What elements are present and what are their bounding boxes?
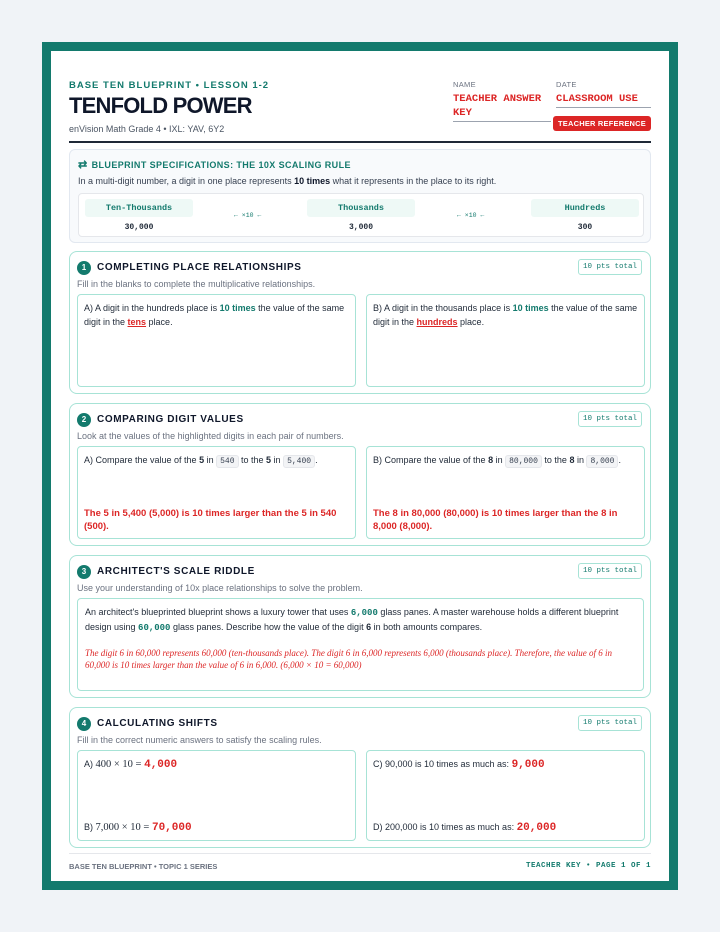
question-4-right	[366, 750, 645, 841]
page-title: TENFOLD POWER	[69, 93, 252, 118]
answer-value[interactable]: 9,000	[511, 759, 545, 771]
swap-arrows-icon: ⇄	[78, 159, 88, 171]
worksheet-header	[69, 51, 651, 143]
page-footer	[69, 853, 651, 871]
teacher-reference-badge: TEACHER REFERENCE	[553, 116, 651, 131]
points-badge: 10 pts total	[578, 715, 642, 731]
section-title: ARCHITECT'S SCALE RIDDLE	[97, 566, 255, 577]
points-badge: 10 pts total	[578, 563, 642, 579]
times-ten-arrow: ← ×10 ←	[457, 212, 485, 219]
section-description: Fill in the correct numeric answers to satisfy the scaling rules.	[77, 735, 322, 745]
section-title: COMPARING DIGIT VALUES	[97, 414, 244, 425]
place-thousands: Thousands 3,000	[307, 199, 415, 232]
section-number: 1	[77, 261, 91, 275]
name-field[interactable]: TEACHER ANSWER KEY	[453, 92, 551, 122]
spec-title: ⇄ BLUEPRINT SPECIFICATIONS: THE 10X SCALING RULE	[78, 159, 351, 171]
question-3[interactable]	[77, 598, 644, 691]
question-1a[interactable]: A) A digit in the hundreds place is 10 times the value of the same digit in the tens place.	[77, 294, 356, 387]
answer-value[interactable]: 20,000	[516, 822, 557, 834]
section-place-relationships	[69, 251, 651, 394]
section-riddle	[69, 555, 651, 698]
footer-page-info: TEACHER KEY • PAGE 1 OF 1	[525, 862, 651, 870]
section-comparing-digits	[69, 403, 651, 546]
answer-text: The 5 in 5,400 (5,000) is 10 times larger than the 5 in 540 (500).	[84, 508, 337, 532]
section-number: 4	[77, 717, 91, 731]
section-number: 3	[77, 565, 91, 579]
section-title: CALCULATING SHIFTS	[97, 718, 218, 729]
answer-blank[interactable]: hundreds	[416, 317, 458, 327]
section-calculating-shifts	[69, 707, 651, 848]
place-hundreds: Hundreds 300	[531, 199, 639, 232]
place-scale-row	[78, 193, 644, 237]
points-badge: 10 pts total	[578, 411, 642, 427]
question-2b[interactable]: B) Compare the value of the 8 in 80,000 to the 8 in 8,000 . The 8 in 80,000 (80,000) is 10 times larger than the 8 in 8,000 (8,000).	[366, 446, 645, 539]
question-4a[interactable]: A) 400 × 10 = 4,000	[84, 759, 178, 771]
date-label: DATE	[556, 80, 577, 89]
question-4d[interactable]: D) 200,000 is 10 times as much as: 20,000	[373, 822, 557, 834]
place-ten-thousands: Ten-Thousands 30,000	[85, 199, 193, 232]
riddle-answer: The digit 6 in 60,000 represents 60,000 (ten-thousands place). The digit 6 in 6,000 represents 6,000 (thousands place). Therefore, the value of 6 in 60,000 is 10 times larger than the value of 6 in 6,000. (6,000 × 10 = 60,000)	[85, 648, 612, 670]
worksheet-page	[51, 51, 669, 881]
section-description: Fill in the blanks to complete the multiplicative relationships.	[77, 279, 316, 289]
date-field[interactable]: CLASSROOM USE	[556, 92, 651, 108]
answer-text: The 8 in 80,000 (80,000) is 10 times larger than the 8 in 8,000 (8,000).	[373, 508, 618, 532]
question-4b[interactable]: B) 7,000 × 10 = 70,000	[84, 822, 192, 834]
question-1b[interactable]: B) A digit in the thousands place is 10 times the value of the same digit in the hundreds place.	[366, 294, 645, 387]
section-title: COMPLETING PLACE RELATIONSHIPS	[97, 262, 302, 273]
answer-value[interactable]: 4,000	[144, 759, 178, 771]
name-label: NAME	[453, 80, 476, 89]
section-description: Use your understanding of 10x place relationships to solve the problem.	[77, 583, 363, 593]
section-number: 2	[77, 413, 91, 427]
question-2a[interactable]: A) Compare the value of the 5 in 540 to the 5 in 5,400 . The 5 in 5,400 (5,000) is 10 times larger than the 5 in 540 (500).	[77, 446, 356, 539]
points-badge: 10 pts total	[578, 259, 642, 275]
question-4-left	[77, 750, 356, 841]
blueprint-spec-box	[69, 149, 651, 243]
page-subtitle: enVision Math Grade 4 • IXL: YAV, 6Y2	[69, 124, 225, 134]
page-frame	[42, 42, 678, 890]
footer-series: BASE TEN BLUEPRINT • TOPIC 1 SERIES	[69, 862, 218, 871]
section-description: Look at the values of the highlighted digits in each pair of numbers.	[77, 431, 344, 441]
question-4c[interactable]: C) 90,000 is 10 times as much as: 9,000	[373, 759, 545, 771]
answer-value[interactable]: 70,000	[151, 822, 192, 834]
answer-blank[interactable]: tens	[127, 317, 147, 327]
riddle-text: An architect's blueprinted blueprint shows a luxury tower that uses 6,000 glass panes. A master warehouse holds a different blueprint design using 60,000 glass panes. Describe how the value of the digit 6 in both amounts compares.	[85, 607, 619, 633]
lesson-eyebrow: BASE TEN BLUEPRINT • LESSON 1-2	[69, 80, 270, 91]
spec-text: In a multi-digit number, a digit in one place represents 10 times what it represents in the place to its right.	[78, 176, 497, 186]
times-ten-arrow: ← ×10 ←	[234, 212, 262, 219]
